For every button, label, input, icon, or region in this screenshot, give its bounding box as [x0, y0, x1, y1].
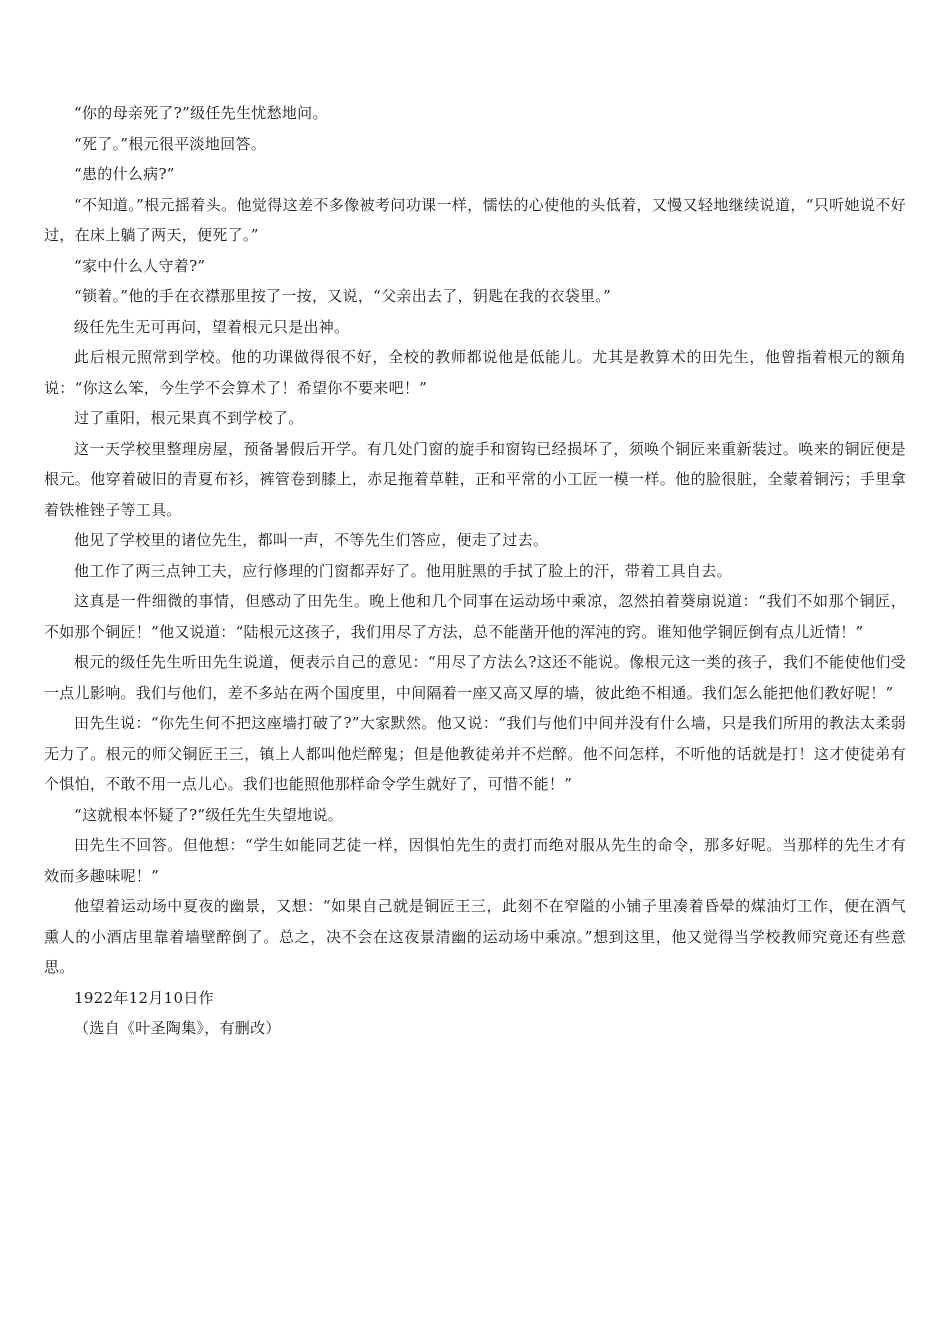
paragraph: 这真是一件细微的事情，但感动了田先生。晚上他和几个同事在运动场中乘凉，忽然拍着葵扇说道：“我们不如那个铜匠，不如那个铜匠！”他又说道：“陆根元这孩子，我们用尽了方法，总不能凿开他的浑沌的窍。谁知他学铜匠倒有点儿近情！” [44, 592, 906, 641]
date-line: 1922年12月10日作 [74, 988, 214, 1007]
paragraph: “你的母亲死了?”级任先生忧愁地问。 [74, 104, 328, 122]
paragraph: 田先生不回答。但他想：“学生如能同艺徒一样，因惧怕先生的责打而绝对服从先生的命令，那多好呢。当那样的先生才有效而多趣味呢！” [44, 836, 906, 885]
paragraph: “家中什么人守着?” [74, 256, 206, 275]
paragraph: “锁着。”他的手在衣襟那里按了一按，又说，“父亲出去了，钥匙在我的衣袋里。” [74, 287, 612, 305]
paragraph: 此后根元照常到学校。他的功课做得很不好，全校的教师都说他是低能儿。尤其是教算术的田先生，他曾指着根元的额角说：“你这么笨，今生学不会算术了！希望你不要来吧！” [44, 348, 906, 397]
paragraph: “死了。”根元很平淡地回答。 [74, 134, 267, 153]
paragraph: “患的什么病?” [74, 165, 175, 183]
paragraph: 他工作了两三点钟工夫，应行修理的门窗都弄好了。他用脏黑的手拭了脸上的汗，带着工具自去。 [74, 561, 732, 580]
paragraph: 级任先生无可再问，望着根元只是出神。 [74, 317, 350, 336]
paragraph: 这一天学校里整理房屋，预备暑假后开学。有几处门窗的旋手和窗钩已经损坏了，须唤个铜匠来重新装过。唤来的铜匠便是根元。他穿着破旧的青夏布衫，裤管卷到膝上，赤足拖着草鞋，正和平常的小工匠一模一样。他的脸很脏，全蒙着铜污；手里拿着铁椎锉子等工具。 [44, 439, 906, 519]
paragraph: 他望着运动场中夏夜的幽景，又想：“如果自己就是铜匠王三，此刻不在窄隘的小铺子里凑着昏晕的煤油灯工作，便在酒气熏人的小酒店里靠着墙壁醉倒了。总之，决不会在这夜景清幽的运动场中乘凉。”想到这里，他又觉得当学校教师究竟还有些意思。 [44, 897, 906, 976]
paragraph: 田先生说：“你先生何不把这座墙打破了?”大家默然。他又说：“我们与他们中间并没有什么墙，只是我们所用的教法太柔弱无力了。根元的师父铜匠王三，镇上人都叫他烂醉鬼；但是他教徒弟并不烂醉。他不问怎样，不听他的话就是打！这才使徒弟有个惧怕，不敢不用一点儿心。我们也能照他那样命令学生就好了，可惜不能！” [44, 714, 906, 793]
paragraph: 过了重阳，根元果真不到学校了。 [74, 409, 304, 427]
source-note: （选自《叶圣陶集》，有删改） [74, 1019, 281, 1037]
paragraph: 他见了学校里的诸位先生，都叫一声，不等先生们答应，便走了过去。 [74, 531, 549, 549]
paragraph: 根元的级任先生听田先生说道，便表示自己的意见：“用尽了方法么?这还不能说。像根元这一类的孩子，我们不能使他们受一点儿影响。我们与他们，差不多站在两个国度里，中间隔着一座又高又厚的墙，彼此绝不相通。我们怎么能把他们教好呢！” [44, 653, 906, 702]
paragraph: “这就根本怀疑了?”级任先生失望地说。 [74, 805, 344, 824]
document-body [44, 98, 906, 1044]
paragraph: “不知道。”根元摇着头。他觉得这差不多像被考问功课一样，懦怯的心使他的头低着，又慢又轻地继续说道，“只听她说不好过，在床上躺了两天，便死了。” [44, 195, 906, 244]
